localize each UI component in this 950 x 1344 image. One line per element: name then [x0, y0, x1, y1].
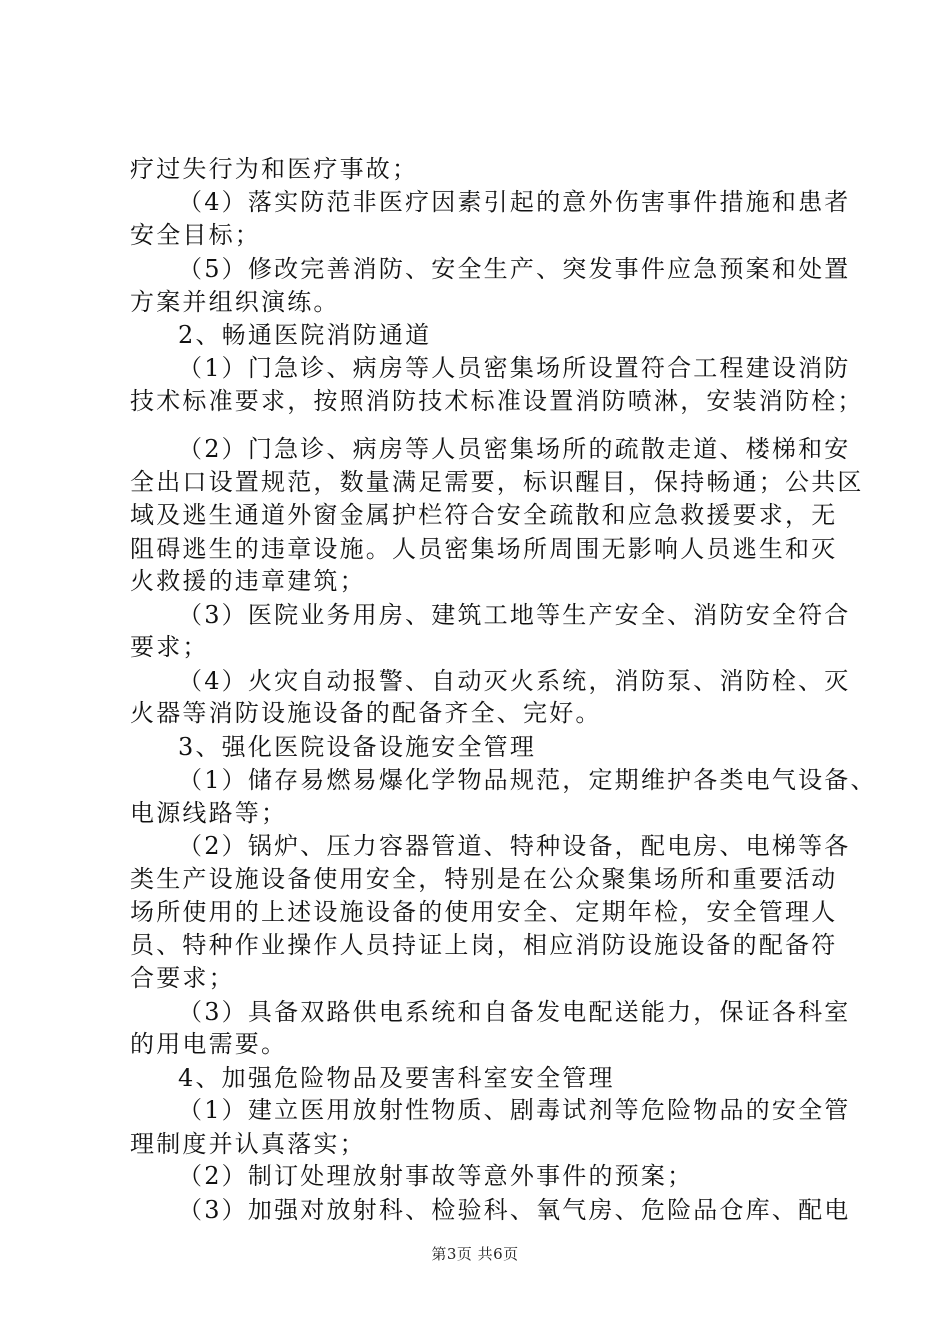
- text-line: 域及逃生通道外窗金属护栏符合安全疏散和应急救援要求，无: [130, 501, 838, 529]
- section-heading: 4、加强危险物品及要害科室安全管理: [178, 1064, 615, 1092]
- text-line: （2）锅炉、压力容器管道、特种设备，配电房、电梯等各: [178, 832, 851, 860]
- page-number-footer: 第3页 共6页: [431, 1245, 519, 1263]
- text-line: （2）制订处理放射事故等意外事件的预案；: [178, 1162, 694, 1190]
- text-line: 员、特种作业操作人员持证上岗，相应消防设施设备的配备符: [130, 931, 838, 959]
- text-line: （1）门急诊、病房等人员密集场所设置符合工程建设消防: [178, 354, 851, 382]
- text-line: 的用电需要。: [130, 1030, 288, 1058]
- text-line: （5）修改完善消防、安全生产、突发事件应急预案和处置: [178, 255, 851, 283]
- text-line: 安全目标；: [130, 221, 261, 249]
- text-line: （3）具备双路供电系统和自备发电配送能力，保证各科室: [178, 998, 851, 1026]
- section-heading: 3、强化医院设备设施安全管理: [178, 733, 537, 761]
- text-line: 要求；: [130, 633, 209, 661]
- text-line: 类生产设施设备使用安全，特别是在公众聚集场所和重要活动: [130, 865, 838, 893]
- text-line: （2）门急诊、病房等人员密集场所的疏散走道、楼梯和安: [178, 435, 851, 463]
- text-line: 火器等消防设施设备的配备齐全、完好。: [130, 699, 602, 727]
- text-line: 技术标准要求，按照消防技术标准设置消防喷淋，安装消防栓；: [130, 387, 864, 415]
- text-line: 全出口设置规范，数量满足需要，标识醒目，保持畅通；公共区: [130, 468, 864, 496]
- text-line: 火救援的违章建筑；: [130, 567, 366, 595]
- text-line: 电源线路等；: [130, 799, 288, 827]
- text-line: （3）医院业务用房、建筑工地等生产安全、消防安全符合: [178, 601, 851, 629]
- text-line: 合要求；: [130, 964, 235, 992]
- text-line: （4）火灾自动报警、自动灭火系统，消防泵、消防栓、灭: [178, 667, 851, 695]
- text-line: 场所使用的上述设施设备的使用安全、定期年检，安全管理人: [130, 898, 838, 926]
- text-line: （1）储存易燃易爆化学物品规范，定期维护各类电气设备、: [178, 766, 877, 794]
- text-line: （4）落实防范非医疗因素引起的意外伤害事件措施和患者: [178, 188, 851, 216]
- text-line: （3）加强对放射科、检验科、氧气房、危险品仓库、配电: [178, 1196, 851, 1224]
- text-line: 阻碍逃生的违章设施。人员密集场所周围无影响人员逃生和灭: [130, 535, 838, 563]
- text-line: （1）建立医用放射性物质、剧毒试剂等危险物品的安全管: [178, 1096, 851, 1124]
- text-line: 理制度并认真落实；: [130, 1130, 366, 1158]
- text-line: 疗过失行为和医疗事故；: [130, 155, 419, 183]
- section-heading: 2、畅通医院消防通道: [178, 321, 432, 349]
- text-line: 方案并组织演练。: [130, 288, 340, 316]
